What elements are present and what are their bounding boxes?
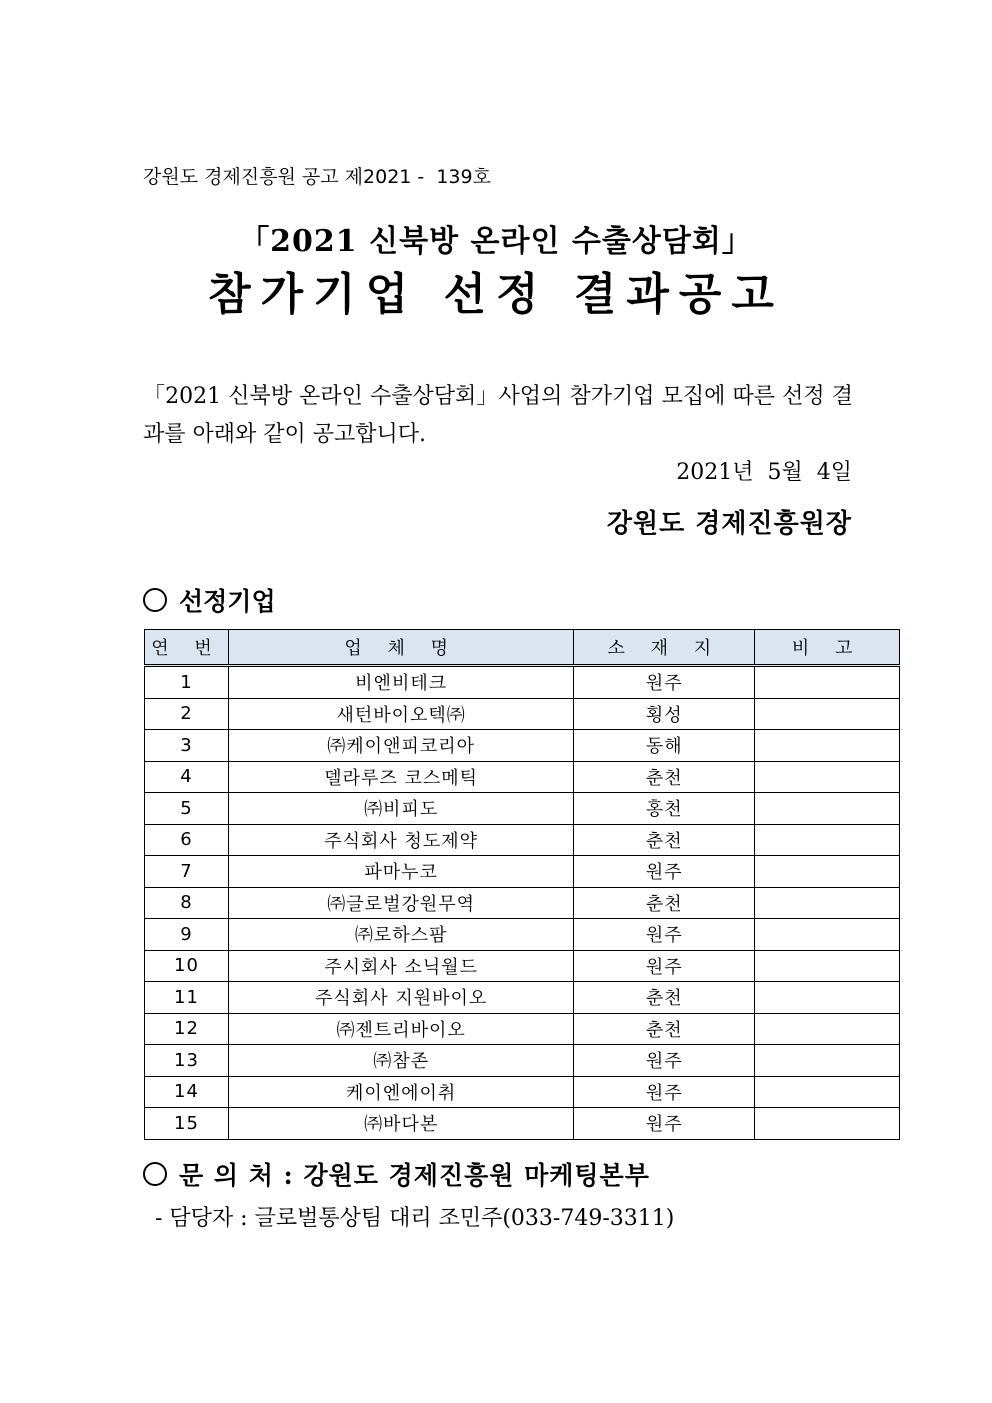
cell-location: 원주 (574, 1045, 755, 1077)
table-row (145, 698, 900, 730)
cell-location: 춘천 (574, 824, 755, 856)
title-event-name: 「2021 신북방 온라인 수출상담회」 (239, 224, 753, 259)
title-announcement: 참가기업 선정 결과공고 (208, 269, 784, 320)
contact-heading-label: 문 의 처 : 강원도 경제진흥원 마케팅본부 (179, 1161, 650, 1190)
cell-note (755, 793, 900, 825)
cell-note (755, 982, 900, 1014)
circle-icon (143, 588, 167, 612)
cell-note (755, 1076, 900, 1108)
cell-number: 7 (145, 856, 229, 888)
table-row (145, 856, 900, 888)
cell-company-name: 파마누코 (228, 856, 574, 888)
cell-number: 5 (145, 793, 229, 825)
table-row (145, 666, 900, 699)
notice-number: 강원도 경제진흥원 공고 제2021 - 139호 (143, 166, 491, 188)
table-row (145, 887, 900, 919)
cell-location: 춘천 (574, 761, 755, 793)
table-row (145, 982, 900, 1014)
cell-location: 홍천 (574, 793, 755, 825)
cell-location: 원주 (574, 856, 755, 888)
cell-number: 8 (145, 887, 229, 919)
table-row (145, 1045, 900, 1077)
table-header-row (145, 630, 900, 666)
cell-note (755, 950, 900, 982)
cell-number: 11 (145, 982, 229, 1014)
cell-number: 13 (145, 1045, 229, 1077)
cell-location: 원주 (574, 950, 755, 982)
cell-number: 6 (145, 824, 229, 856)
table-row (145, 730, 900, 762)
table-row (145, 793, 900, 825)
circle-icon (143, 1162, 167, 1186)
cell-company-name: 델라루즈 코스메틱 (228, 761, 574, 793)
cell-company-name: ㈜비피도 (228, 793, 574, 825)
cell-location: 춘천 (574, 887, 755, 919)
cell-number: 3 (145, 730, 229, 762)
cell-note (755, 1013, 900, 1045)
selected-companies-table (144, 629, 900, 1140)
cell-company-name: ㈜바다본 (228, 1108, 574, 1140)
table-row (145, 1076, 900, 1108)
cell-number: 15 (145, 1108, 229, 1140)
cell-number: 2 (145, 698, 229, 730)
table-row (145, 824, 900, 856)
cell-number: 1 (145, 666, 229, 699)
table-row (145, 1108, 900, 1140)
table-row (145, 950, 900, 982)
table-body (145, 666, 900, 1140)
selected-companies-heading (143, 582, 276, 618)
cell-location: 춘천 (574, 1013, 755, 1045)
table-row (145, 919, 900, 951)
column-header-company: 업 체 명 (228, 630, 574, 666)
cell-note (755, 666, 900, 699)
cell-location: 원주 (574, 919, 755, 951)
cell-company-name: 주식회사 지원바이오 (228, 982, 574, 1014)
cell-company-name: ㈜참존 (228, 1045, 574, 1077)
cell-note (755, 1045, 900, 1077)
issuer-name: 강원도 경제진흥원장 (606, 509, 852, 539)
cell-note (755, 919, 900, 951)
cell-location: 원주 (574, 1076, 755, 1108)
table-row (145, 1013, 900, 1045)
cell-number: 9 (145, 919, 229, 951)
table-row (145, 761, 900, 793)
cell-company-name: 케이엔에이취 (228, 1076, 574, 1108)
cell-company-name: 새턴바이오텍㈜ (228, 698, 574, 730)
cell-company-name: 주식회사 청도제약 (228, 824, 574, 856)
cell-company-name: 비엔비테크 (228, 666, 574, 699)
cell-note (755, 761, 900, 793)
cell-note (755, 698, 900, 730)
contact-heading (143, 1156, 650, 1192)
column-header-number: 연 번 (145, 630, 229, 666)
cell-location: 동해 (574, 730, 755, 762)
cell-number: 14 (145, 1076, 229, 1108)
cell-note (755, 887, 900, 919)
announcement-body: 「2021 신북방 온라인 수출상담회」사업의 참가기업 모집에 따른 선정 결과를 아래와 같이 공고합니다. (143, 384, 853, 447)
column-header-location: 소 재 지 (574, 630, 755, 666)
cell-company-name: ㈜젠트리바이오 (228, 1013, 574, 1045)
cell-location: 원주 (574, 1108, 755, 1140)
cell-note (755, 856, 900, 888)
contact-detail: - 담당자 : 글로벌통상팀 대리 조민주(033-749-3311) (155, 1206, 675, 1231)
cell-note (755, 730, 900, 762)
cell-location: 춘천 (574, 982, 755, 1014)
cell-company-name: ㈜로하스팜 (228, 919, 574, 951)
announcement-date: 2021년 5월 4일 (676, 460, 852, 485)
cell-company-name: ㈜케이앤피코리아 (228, 730, 574, 762)
column-header-note: 비 고 (755, 630, 900, 666)
selected-companies-heading-label: 선정기업 (179, 587, 276, 616)
cell-number: 12 (145, 1013, 229, 1045)
cell-location: 횡성 (574, 698, 755, 730)
cell-note (755, 824, 900, 856)
cell-location: 원주 (574, 666, 755, 699)
cell-number: 10 (145, 950, 229, 982)
cell-number: 4 (145, 761, 229, 793)
cell-company-name: 주시회사 소닉월드 (228, 950, 574, 982)
cell-note (755, 1108, 900, 1140)
cell-company-name: ㈜글로벌강원무역 (228, 887, 574, 919)
